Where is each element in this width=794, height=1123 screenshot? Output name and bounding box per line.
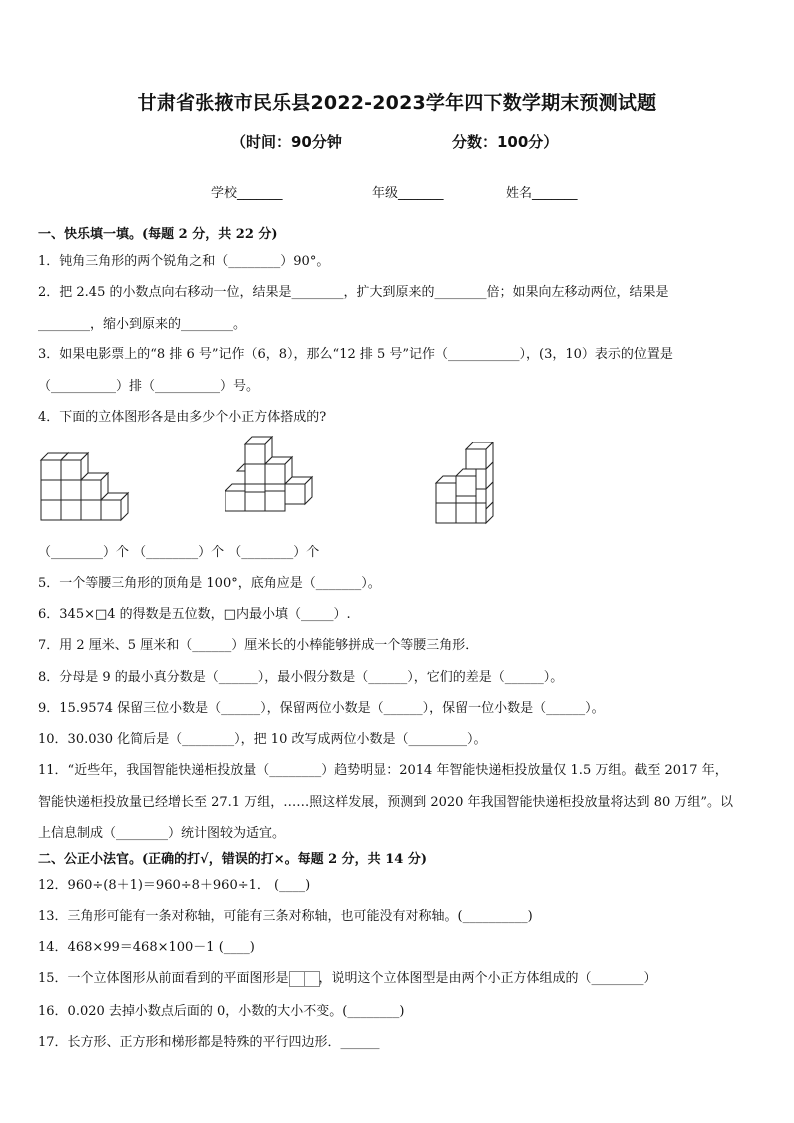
question-16: 16．0.020 去掉小数点后面的 0，小数的大小不变。(________) [38,1004,405,1019]
question-13: 13．三角形可能有一条对称轴，可能有三条对称轴，也可能没有对称轴。(__________) [38,909,533,924]
question-4: 4．下面的立体图形各是由多少个小正方体搭成的? [38,410,327,425]
question-11-line1: 11．“近些年，我国智能快递柜投放量（________）趋势明显：2014 年智能快递柜投放量仅 1.5 万组。截至 2017 年， [38,763,728,778]
grade-field[interactable]: 年级_______ [372,186,444,201]
question-8: 8．分母是 9 的最小真分数是（______），最小假分数是（______），它们的差是（______）。 [38,670,564,685]
question-5: 5．一个等腰三角形的顶角是 100°，底角应是（_______）。 [38,576,381,591]
section1-heading: 一、快乐填一填。(每题 2 分，共 22 分) [38,227,278,242]
question-10: 10．30.030 化简后是（________），把 10 改写成两位小数是（_________）。 [38,732,487,747]
cube-figure-1 [38,440,130,528]
cube-figure-3 [433,442,503,526]
page-title: 甘肃省张掖市民乐县2022-2023学年四下数学期末预测试题 [137,92,657,114]
section2-heading: 二、公正小法官。(正确的打√，错误的打×。每题 2 分，共 14 分) [38,852,427,867]
question-17: 17．长方形、正方形和梯形都是特殊的平行四边形．______ [38,1035,380,1050]
cube-figure-2 [225,436,329,520]
question-11-line2: 智能快递柜投放量已经增长至 27.1 万组，……照这样发展，预测到 2020 年我国智能快递柜投放量将达到 80 万组”。以 [38,795,734,810]
question-2-line2: ________，缩小到原来的________。 [38,317,247,332]
score-label: 分数：100分） [452,133,559,151]
question-7: 7．用 2 厘米、5 厘米和（______）厘米长的小棒能够拼成一个等腰三角形． [38,638,479,653]
name-field[interactable]: 姓名_______ [506,186,578,201]
question-3-line2: （__________）排（__________）号。 [38,379,260,394]
question-14: 14．468×99＝468×100－1 (____) [38,940,255,955]
question-9: 9．15.9574 保留三位小数是（______），保留两位小数是（______），保留一位小数是（______）。 [38,701,605,716]
question-11-line3: 上信息制成（________）统计图较为适宜。 [38,826,286,841]
question-15 [38,967,657,987]
question-3-line1: 3．如果电影票上的“8 排 6 号”记作（6，8），那么“12 排 5 号”记作（___________），(3，10）表示的位置是 [38,347,673,362]
two-square-figure [289,971,319,986]
time-label: （时间：90分钟 [231,133,342,151]
question-6: 6．345×□4 的得数是五位数，□内最小填（_____）. [38,607,351,622]
question-12: 12．960÷(8＋1)＝960÷8＋960÷1． (____) [38,878,311,893]
question-15-text-b: ，说明这个立体图型是由两个小正方体组成的（________） [318,971,657,986]
school-field[interactable]: 学校_______ [211,186,283,201]
question-4-answers: （________）个 （________）个 （________）个 [38,545,320,560]
question-15-text-a: 15．一个立体图形从前面看到的平面图形是 [38,971,289,986]
question-1: 1．钝角三角形的两个锐角之和（________）90°。 [38,254,330,269]
question-2-line1: 2．把 2.45 的小数点向右移动一位，结果是________，扩大到原来的________倍；如果向左移动两位，结果是 [38,285,669,300]
